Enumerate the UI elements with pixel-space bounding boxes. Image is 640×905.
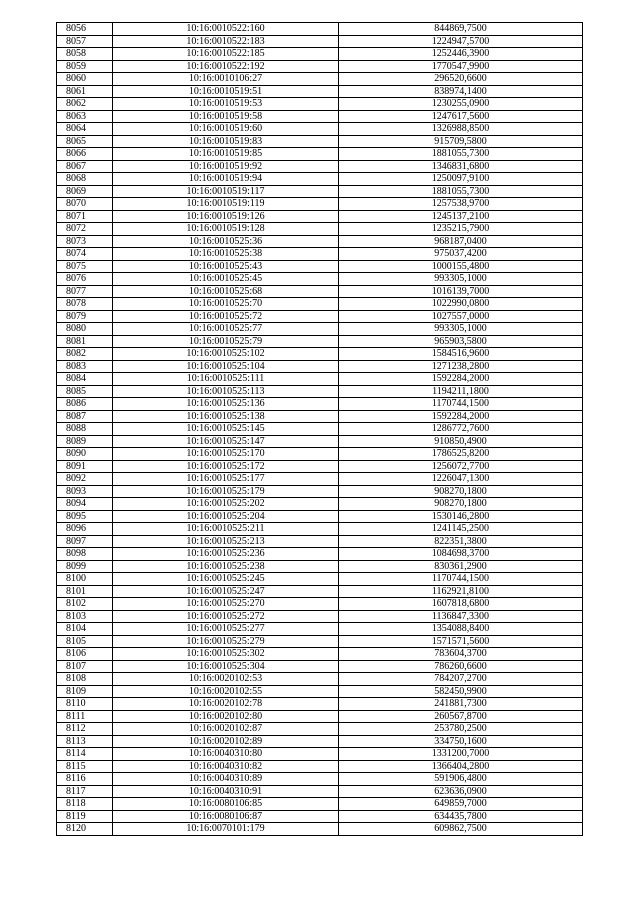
cadastral-number-cell: 10:16:0010525:204 xyxy=(113,510,339,523)
cadastral-number-cell: 10:16:0010525:70 xyxy=(113,298,339,311)
row-number-cell: 8108 xyxy=(57,673,113,686)
table-row xyxy=(57,673,583,686)
cadastral-value-cell: 591906,4800 xyxy=(339,773,583,786)
row-number-cell: 8117 xyxy=(57,785,113,798)
table-row xyxy=(57,410,583,423)
row-number-cell: 8093 xyxy=(57,485,113,498)
cadastral-value-cell: 844869,7500 xyxy=(339,23,583,36)
row-number-cell: 8072 xyxy=(57,223,113,236)
cadastral-number-cell: 10:16:0010525:138 xyxy=(113,410,339,423)
cadastral-number-cell: 10:16:0020102:87 xyxy=(113,723,339,736)
cadastral-number-cell: 10:16:0010525:213 xyxy=(113,535,339,548)
cadastral-number-cell: 10:16:0010525:102 xyxy=(113,348,339,361)
row-number-cell: 8077 xyxy=(57,285,113,298)
row-number-cell: 8079 xyxy=(57,310,113,323)
cadastral-number-cell: 10:16:0010519:94 xyxy=(113,173,339,186)
table-row xyxy=(57,448,583,461)
cadastral-value-cell: 1252446,3900 xyxy=(339,48,583,61)
table-row xyxy=(57,710,583,723)
cadastral-number-cell: 10:16:0010525:113 xyxy=(113,385,339,398)
cadastral-value-cell: 1226047,1300 xyxy=(339,473,583,486)
cadastral-number-cell: 10:16:0010525:170 xyxy=(113,448,339,461)
table-row xyxy=(57,485,583,498)
cadastral-number-cell: 10:16:0010525:304 xyxy=(113,660,339,673)
cadastral-value-cell: 910850,4900 xyxy=(339,435,583,448)
cadastral-number-cell: 10:16:0010522:192 xyxy=(113,60,339,73)
cadastral-value-cell: 784207,2700 xyxy=(339,673,583,686)
cadastral-number-cell: 10:16:0010525:79 xyxy=(113,335,339,348)
table-row xyxy=(57,135,583,148)
cadastral-value-cell: 253780,2500 xyxy=(339,723,583,736)
row-number-cell: 8070 xyxy=(57,198,113,211)
cadastral-number-cell: 10:16:0040310:91 xyxy=(113,785,339,798)
row-number-cell: 8118 xyxy=(57,798,113,811)
cadastral-value-cell: 1366404,2800 xyxy=(339,760,583,773)
row-number-cell: 8100 xyxy=(57,573,113,586)
table-row xyxy=(57,535,583,548)
cadastral-value-cell: 993305,1000 xyxy=(339,323,583,336)
cadastral-value-cell: 975037,4200 xyxy=(339,248,583,261)
table-row xyxy=(57,160,583,173)
row-number-cell: 8106 xyxy=(57,648,113,661)
cadastral-value-cell: 1016139,7000 xyxy=(339,285,583,298)
table-row xyxy=(57,385,583,398)
row-number-cell: 8081 xyxy=(57,335,113,348)
cadastral-number-cell: 10:16:0070101:179 xyxy=(113,823,339,836)
cadastral-value-cell: 1245137,2100 xyxy=(339,210,583,223)
cadastral-number-cell: 10:16:0010522:160 xyxy=(113,23,339,36)
cadastral-number-cell: 10:16:0010525:270 xyxy=(113,598,339,611)
cadastral-value-cell: 1592284,2000 xyxy=(339,410,583,423)
cadastral-number-cell: 10:16:0020102:89 xyxy=(113,735,339,748)
table-row xyxy=(57,210,583,223)
cadastral-value-cell: 1326988,8500 xyxy=(339,123,583,136)
cadastral-number-cell: 10:16:0010525:245 xyxy=(113,573,339,586)
cadastral-value-cell: 1346831,6800 xyxy=(339,160,583,173)
row-number-cell: 8071 xyxy=(57,210,113,223)
table-row xyxy=(57,323,583,336)
cadastral-number-cell: 10:16:0010522:185 xyxy=(113,48,339,61)
row-number-cell: 8116 xyxy=(57,773,113,786)
cadastral-value-cell: 1170744,1500 xyxy=(339,573,583,586)
cadastral-value-cell: 1000155,4800 xyxy=(339,260,583,273)
cadastral-value-cell: 1247617,5600 xyxy=(339,110,583,123)
table-row xyxy=(57,123,583,136)
table-row xyxy=(57,760,583,773)
cadastral-number-cell: 10:16:0010525:147 xyxy=(113,435,339,448)
row-number-cell: 8073 xyxy=(57,235,113,248)
table-row xyxy=(57,85,583,98)
cadastral-number-cell: 10:16:0010525:177 xyxy=(113,473,339,486)
cadastral-number-cell: 10:16:0020102:53 xyxy=(113,673,339,686)
table-row xyxy=(57,260,583,273)
row-number-cell: 8087 xyxy=(57,410,113,423)
row-number-cell: 8090 xyxy=(57,448,113,461)
cadastral-value-cell: 915709,5800 xyxy=(339,135,583,148)
cadastral-value-cell: 1241145,2500 xyxy=(339,523,583,536)
row-number-cell: 8058 xyxy=(57,48,113,61)
cadastral-number-cell: 10:16:0010525:236 xyxy=(113,548,339,561)
cadastral-value-cell: 1770547,9900 xyxy=(339,60,583,73)
cadastral-value-cell: 830361,2900 xyxy=(339,560,583,573)
table-row xyxy=(57,685,583,698)
row-number-cell: 8084 xyxy=(57,373,113,386)
row-number-cell: 8082 xyxy=(57,348,113,361)
row-number-cell: 8076 xyxy=(57,273,113,286)
table-row xyxy=(57,635,583,648)
cadastral-number-cell: 10:16:0010525:179 xyxy=(113,485,339,498)
cadastral-value-cell: 634435,7800 xyxy=(339,810,583,823)
row-number-cell: 8075 xyxy=(57,260,113,273)
cadastral-number-cell: 10:16:0010106:27 xyxy=(113,73,339,86)
cadastral-number-cell: 10:16:0010525:247 xyxy=(113,585,339,598)
cadastral-value-cell: 783604,3700 xyxy=(339,648,583,661)
table-row xyxy=(57,73,583,86)
row-number-cell: 8103 xyxy=(57,610,113,623)
row-number-cell: 8115 xyxy=(57,760,113,773)
row-number-cell: 8063 xyxy=(57,110,113,123)
cadastral-number-cell: 10:16:0010519:60 xyxy=(113,123,339,136)
table-row xyxy=(57,98,583,111)
table-row xyxy=(57,610,583,623)
cadastral-number-cell: 10:16:0010519:117 xyxy=(113,185,339,198)
table-row xyxy=(57,35,583,48)
table-row xyxy=(57,785,583,798)
table-row xyxy=(57,423,583,436)
row-number-cell: 8105 xyxy=(57,635,113,648)
cadastral-value-cell: 908270,1800 xyxy=(339,498,583,511)
row-number-cell: 8113 xyxy=(57,735,113,748)
cadastral-value-cell: 1530146,2800 xyxy=(339,510,583,523)
cadastral-number-cell: 10:16:0020102:55 xyxy=(113,685,339,698)
cadastral-value-cell: 1084698,3700 xyxy=(339,548,583,561)
table-row xyxy=(57,723,583,736)
row-number-cell: 8099 xyxy=(57,560,113,573)
row-number-cell: 8119 xyxy=(57,810,113,823)
cadastral-value-cell: 1256072,7700 xyxy=(339,460,583,473)
cadastral-value-cell: 1230255,0900 xyxy=(339,98,583,111)
cadastral-number-cell: 10:16:0010519:126 xyxy=(113,210,339,223)
cadastral-value-cell: 1027557,0000 xyxy=(339,310,583,323)
row-number-cell: 8091 xyxy=(57,460,113,473)
row-number-cell: 8089 xyxy=(57,435,113,448)
cadastral-number-cell: 10:16:0080106:85 xyxy=(113,798,339,811)
row-number-cell: 8066 xyxy=(57,148,113,161)
row-number-cell: 8062 xyxy=(57,98,113,111)
row-number-cell: 8078 xyxy=(57,298,113,311)
cadastral-number-cell: 10:16:0010525:136 xyxy=(113,398,339,411)
table-row xyxy=(57,398,583,411)
row-number-cell: 8110 xyxy=(57,698,113,711)
table-row xyxy=(57,523,583,536)
table-row xyxy=(57,273,583,286)
table-row xyxy=(57,298,583,311)
table-row xyxy=(57,623,583,636)
cadastral-number-cell: 10:16:0040310:89 xyxy=(113,773,339,786)
table-row xyxy=(57,310,583,323)
row-number-cell: 8120 xyxy=(57,823,113,836)
cadastral-value-cell: 1354088,8400 xyxy=(339,623,583,636)
table-row xyxy=(57,248,583,261)
cadastral-number-cell: 10:16:0040310:80 xyxy=(113,748,339,761)
cadastral-number-cell: 10:16:0080106:87 xyxy=(113,810,339,823)
cadastral-value-cell: 296520,6600 xyxy=(339,73,583,86)
cadastral-value-cell: 582450,9900 xyxy=(339,685,583,698)
cadastral-number-cell: 10:16:0010525:302 xyxy=(113,648,339,661)
cadastral-value-cell: 1136847,3300 xyxy=(339,610,583,623)
table-row xyxy=(57,348,583,361)
cadastral-number-cell: 10:16:0010519:92 xyxy=(113,160,339,173)
cadastral-number-cell: 10:16:0010525:68 xyxy=(113,285,339,298)
cadastral-value-cell: 1881055,7300 xyxy=(339,185,583,198)
cadastral-value-cell: 1022990,0800 xyxy=(339,298,583,311)
table-row xyxy=(57,510,583,523)
cadastral-number-cell: 10:16:0010525:38 xyxy=(113,248,339,261)
cadastral-value-cell: 1584516,9600 xyxy=(339,348,583,361)
table-row xyxy=(57,548,583,561)
cadastral-value-cell: 623636,0900 xyxy=(339,785,583,798)
cadastral-number-cell: 10:16:0010525:72 xyxy=(113,310,339,323)
cadastral-number-cell: 10:16:0010519:53 xyxy=(113,98,339,111)
cadastral-number-cell: 10:16:0010522:183 xyxy=(113,35,339,48)
cadastral-value-cell: 1786525,8200 xyxy=(339,448,583,461)
table-row xyxy=(57,735,583,748)
cadastral-value-cell: 1162921,8100 xyxy=(339,585,583,598)
cadastral-value-cell: 1170744,1500 xyxy=(339,398,583,411)
cadastral-value-cell: 1571571,5600 xyxy=(339,635,583,648)
cadastral-number-cell: 10:16:0040310:82 xyxy=(113,760,339,773)
cadastral-number-cell: 10:16:0010525:279 xyxy=(113,635,339,648)
row-number-cell: 8083 xyxy=(57,360,113,373)
cadastral-number-cell: 10:16:0010519:119 xyxy=(113,198,339,211)
cadastral-value-cell: 1257538,9700 xyxy=(339,198,583,211)
table-row xyxy=(57,235,583,248)
row-number-cell: 8109 xyxy=(57,685,113,698)
cadastral-number-cell: 10:16:0010525:111 xyxy=(113,373,339,386)
cadastral-value-cell: 968187,0400 xyxy=(339,235,583,248)
row-number-cell: 8098 xyxy=(57,548,113,561)
cadastral-value-cell: 1331200,7000 xyxy=(339,748,583,761)
table-body xyxy=(57,23,583,836)
cadastral-value-table xyxy=(56,22,583,836)
cadastral-number-cell: 10:16:0010525:202 xyxy=(113,498,339,511)
cadastral-value-cell: 1286772,7600 xyxy=(339,423,583,436)
row-number-cell: 8067 xyxy=(57,160,113,173)
cadastral-number-cell: 10:16:0010525:172 xyxy=(113,460,339,473)
row-number-cell: 8097 xyxy=(57,535,113,548)
row-number-cell: 8065 xyxy=(57,135,113,148)
cadastral-number-cell: 10:16:0010525:211 xyxy=(113,523,339,536)
table-row xyxy=(57,435,583,448)
table-row xyxy=(57,110,583,123)
cadastral-value-cell: 908270,1800 xyxy=(339,485,583,498)
cadastral-value-cell: 1224947,5700 xyxy=(339,35,583,48)
row-number-cell: 8064 xyxy=(57,123,113,136)
table-row xyxy=(57,810,583,823)
table-row xyxy=(57,373,583,386)
cadastral-value-cell: 965903,5800 xyxy=(339,335,583,348)
table-row xyxy=(57,748,583,761)
cadastral-number-cell: 10:16:0010525:36 xyxy=(113,235,339,248)
row-number-cell: 8104 xyxy=(57,623,113,636)
row-number-cell: 8056 xyxy=(57,23,113,36)
table-row xyxy=(57,498,583,511)
cadastral-value-cell: 993305,1000 xyxy=(339,273,583,286)
table-row xyxy=(57,60,583,73)
cadastral-number-cell: 10:16:0010519:58 xyxy=(113,110,339,123)
table-row xyxy=(57,698,583,711)
row-number-cell: 8112 xyxy=(57,723,113,736)
table-row xyxy=(57,48,583,61)
cadastral-number-cell: 10:16:0010525:277 xyxy=(113,623,339,636)
table-row xyxy=(57,198,583,211)
cadastral-value-cell: 1881055,7300 xyxy=(339,148,583,161)
table-row xyxy=(57,460,583,473)
row-number-cell: 8114 xyxy=(57,748,113,761)
table-row xyxy=(57,173,583,186)
cadastral-value-cell: 1250097,9100 xyxy=(339,173,583,186)
table-row xyxy=(57,773,583,786)
cadastral-number-cell: 10:16:0020102:80 xyxy=(113,710,339,723)
cadastral-value-cell: 609862,7500 xyxy=(339,823,583,836)
cadastral-number-cell: 10:16:0010525:272 xyxy=(113,610,339,623)
cadastral-number-cell: 10:16:0010525:43 xyxy=(113,260,339,273)
row-number-cell: 8059 xyxy=(57,60,113,73)
cadastral-number-cell: 10:16:0010519:85 xyxy=(113,148,339,161)
row-number-cell: 8101 xyxy=(57,585,113,598)
row-number-cell: 8086 xyxy=(57,398,113,411)
row-number-cell: 8068 xyxy=(57,173,113,186)
row-number-cell: 8094 xyxy=(57,498,113,511)
cadastral-value-cell: 1271238,2800 xyxy=(339,360,583,373)
row-number-cell: 8074 xyxy=(57,248,113,261)
row-number-cell: 8080 xyxy=(57,323,113,336)
cadastral-number-cell: 10:16:0010525:77 xyxy=(113,323,339,336)
row-number-cell: 8060 xyxy=(57,73,113,86)
cadastral-number-cell: 10:16:0010519:51 xyxy=(113,85,339,98)
table-row xyxy=(57,823,583,836)
table-row xyxy=(57,585,583,598)
table-row xyxy=(57,335,583,348)
cadastral-number-cell: 10:16:0020102:78 xyxy=(113,698,339,711)
table-row xyxy=(57,23,583,36)
table-row xyxy=(57,573,583,586)
cadastral-value-cell: 260567,8700 xyxy=(339,710,583,723)
table-row xyxy=(57,648,583,661)
table-row xyxy=(57,148,583,161)
table-row xyxy=(57,598,583,611)
cadastral-number-cell: 10:16:0010519:83 xyxy=(113,135,339,148)
table-row xyxy=(57,360,583,373)
table-row xyxy=(57,285,583,298)
cadastral-value-cell: 1592284,2000 xyxy=(339,373,583,386)
table-row xyxy=(57,185,583,198)
cadastral-number-cell: 10:16:0010525:45 xyxy=(113,273,339,286)
row-number-cell: 8092 xyxy=(57,473,113,486)
cadastral-value-cell: 822351,3800 xyxy=(339,535,583,548)
table-row xyxy=(57,473,583,486)
cadastral-value-cell: 649859,7000 xyxy=(339,798,583,811)
table-row xyxy=(57,560,583,573)
row-number-cell: 8057 xyxy=(57,35,113,48)
cadastral-number-cell: 10:16:0010525:238 xyxy=(113,560,339,573)
row-number-cell: 8085 xyxy=(57,385,113,398)
row-number-cell: 8069 xyxy=(57,185,113,198)
row-number-cell: 8111 xyxy=(57,710,113,723)
cadastral-number-cell: 10:16:0010525:104 xyxy=(113,360,339,373)
row-number-cell: 8102 xyxy=(57,598,113,611)
cadastral-value-cell: 334750,1600 xyxy=(339,735,583,748)
cadastral-value-cell: 786260,6600 xyxy=(339,660,583,673)
row-number-cell: 8088 xyxy=(57,423,113,436)
cadastral-value-cell: 1607818,6800 xyxy=(339,598,583,611)
row-number-cell: 8096 xyxy=(57,523,113,536)
row-number-cell: 8107 xyxy=(57,660,113,673)
cadastral-value-cell: 1235215,7900 xyxy=(339,223,583,236)
table-row xyxy=(57,660,583,673)
table-row xyxy=(57,223,583,236)
cadastral-number-cell: 10:16:0010519:128 xyxy=(113,223,339,236)
table-row xyxy=(57,798,583,811)
cadastral-value-cell: 241881,7300 xyxy=(339,698,583,711)
row-number-cell: 8095 xyxy=(57,510,113,523)
cadastral-value-cell: 838974,1400 xyxy=(339,85,583,98)
cadastral-value-cell: 1194211,1800 xyxy=(339,385,583,398)
cadastral-number-cell: 10:16:0010525:145 xyxy=(113,423,339,436)
row-number-cell: 8061 xyxy=(57,85,113,98)
